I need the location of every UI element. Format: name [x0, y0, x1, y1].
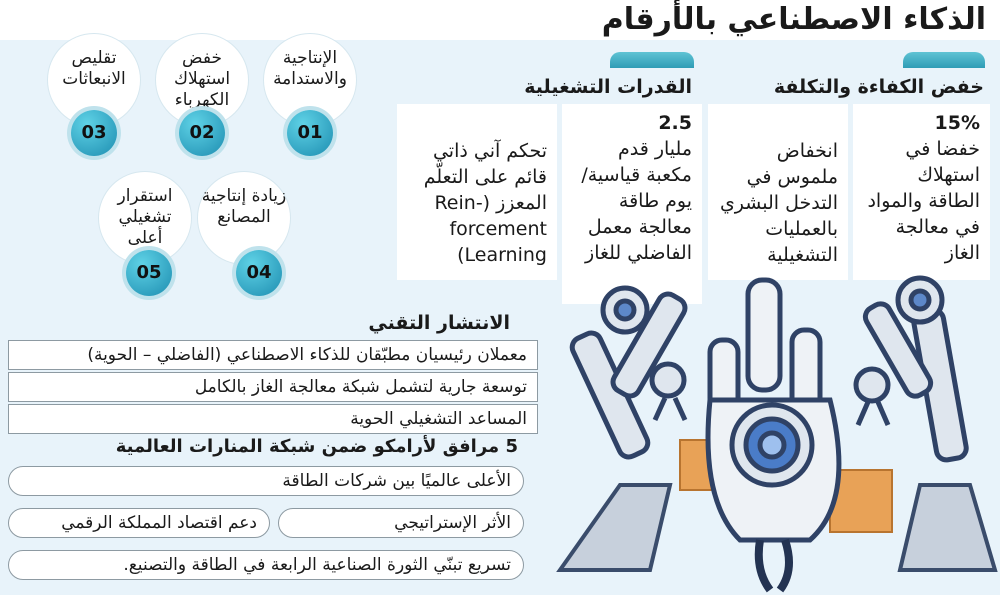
benefit-label: خفض استهلاك الكهرباء	[173, 48, 231, 110]
benefit-label: زيادة إنتاجية المصانع	[201, 186, 287, 227]
lighthouse-header: 5 مرافق لأرامكو ضمن شبكة المنارات العالمية	[115, 436, 518, 457]
deployment-item: معملان رئيسيان مطبّقان للذكاء الاصطناعي (الفاضلي – الحوية)	[8, 340, 538, 370]
benefit-label: تقليص الانبعاثات	[62, 48, 126, 89]
section-tab-efficiency	[903, 52, 985, 68]
right-robot-arm	[856, 278, 968, 461]
lighthouse-item: الأعلى عالميًا بين شركات الطاقة	[8, 466, 524, 496]
stat-text: مليار قدم مكعبة قياسية/يوم طاقة معالجة معمل الفاضلي للغاز	[581, 138, 692, 264]
stat-card-human	[708, 104, 848, 280]
benefit-label: الإنتاجية والاستدامة	[273, 48, 347, 89]
platform-right	[900, 485, 995, 570]
stat-number: 15%	[934, 112, 980, 134]
robot-illustration	[540, 270, 1000, 595]
stat-text: انخفاض ملموس في التدخل البشري بالعمليات التشغيلية	[719, 140, 838, 266]
benefit-number-01: 01	[287, 110, 333, 156]
benefit-number-04: 04	[236, 250, 282, 296]
central-robot-hand	[708, 280, 839, 590]
benefit-number-02: 02	[179, 110, 225, 156]
benefit-number-03: 03	[71, 110, 117, 156]
stat-card-energy	[853, 104, 990, 280]
section-header-capabilities: القدرات التشغيلية	[524, 76, 692, 98]
section-tab-capabilities	[610, 52, 694, 68]
section-header-efficiency: خفض الكفاءة والتكلفة	[773, 76, 984, 98]
page-title: الذكاء الاصطناعي بالأرقام	[601, 2, 986, 37]
stat-card-control	[397, 104, 557, 280]
deployment-header: الانتشار التقني	[368, 312, 510, 334]
benefit-bubble-04	[198, 172, 290, 264]
stat-text: تحكم آني ذاتي قائم على التعلّم المعزز (-Rein forcement Learning)	[423, 140, 547, 266]
stat-number: 2.5	[658, 112, 692, 134]
benefit-label: استقرار تشغيلي أعلى	[117, 186, 173, 248]
benefit-number-05: 05	[126, 250, 172, 296]
lighthouse-item: تسريع تبنّي الثورة الصناعية الرابعة في الطاقة والتصنيع.	[8, 550, 524, 580]
deployment-item: توسعة جارية لتشمل شبكة معالجة الغاز بالكامل	[8, 372, 538, 402]
stat-text: خفضا في استهلاك الطاقة والمواد في معالجة الغاز	[867, 138, 980, 264]
lighthouse-item: دعم اقتصاد المملكة الرقمي	[8, 508, 270, 538]
left-robot-arm	[569, 288, 689, 460]
lighthouse-item: الأثر الإستراتيجي	[278, 508, 524, 538]
platform-left	[560, 485, 670, 570]
deployment-item: المساعد التشغيلي الحوية	[8, 404, 538, 434]
